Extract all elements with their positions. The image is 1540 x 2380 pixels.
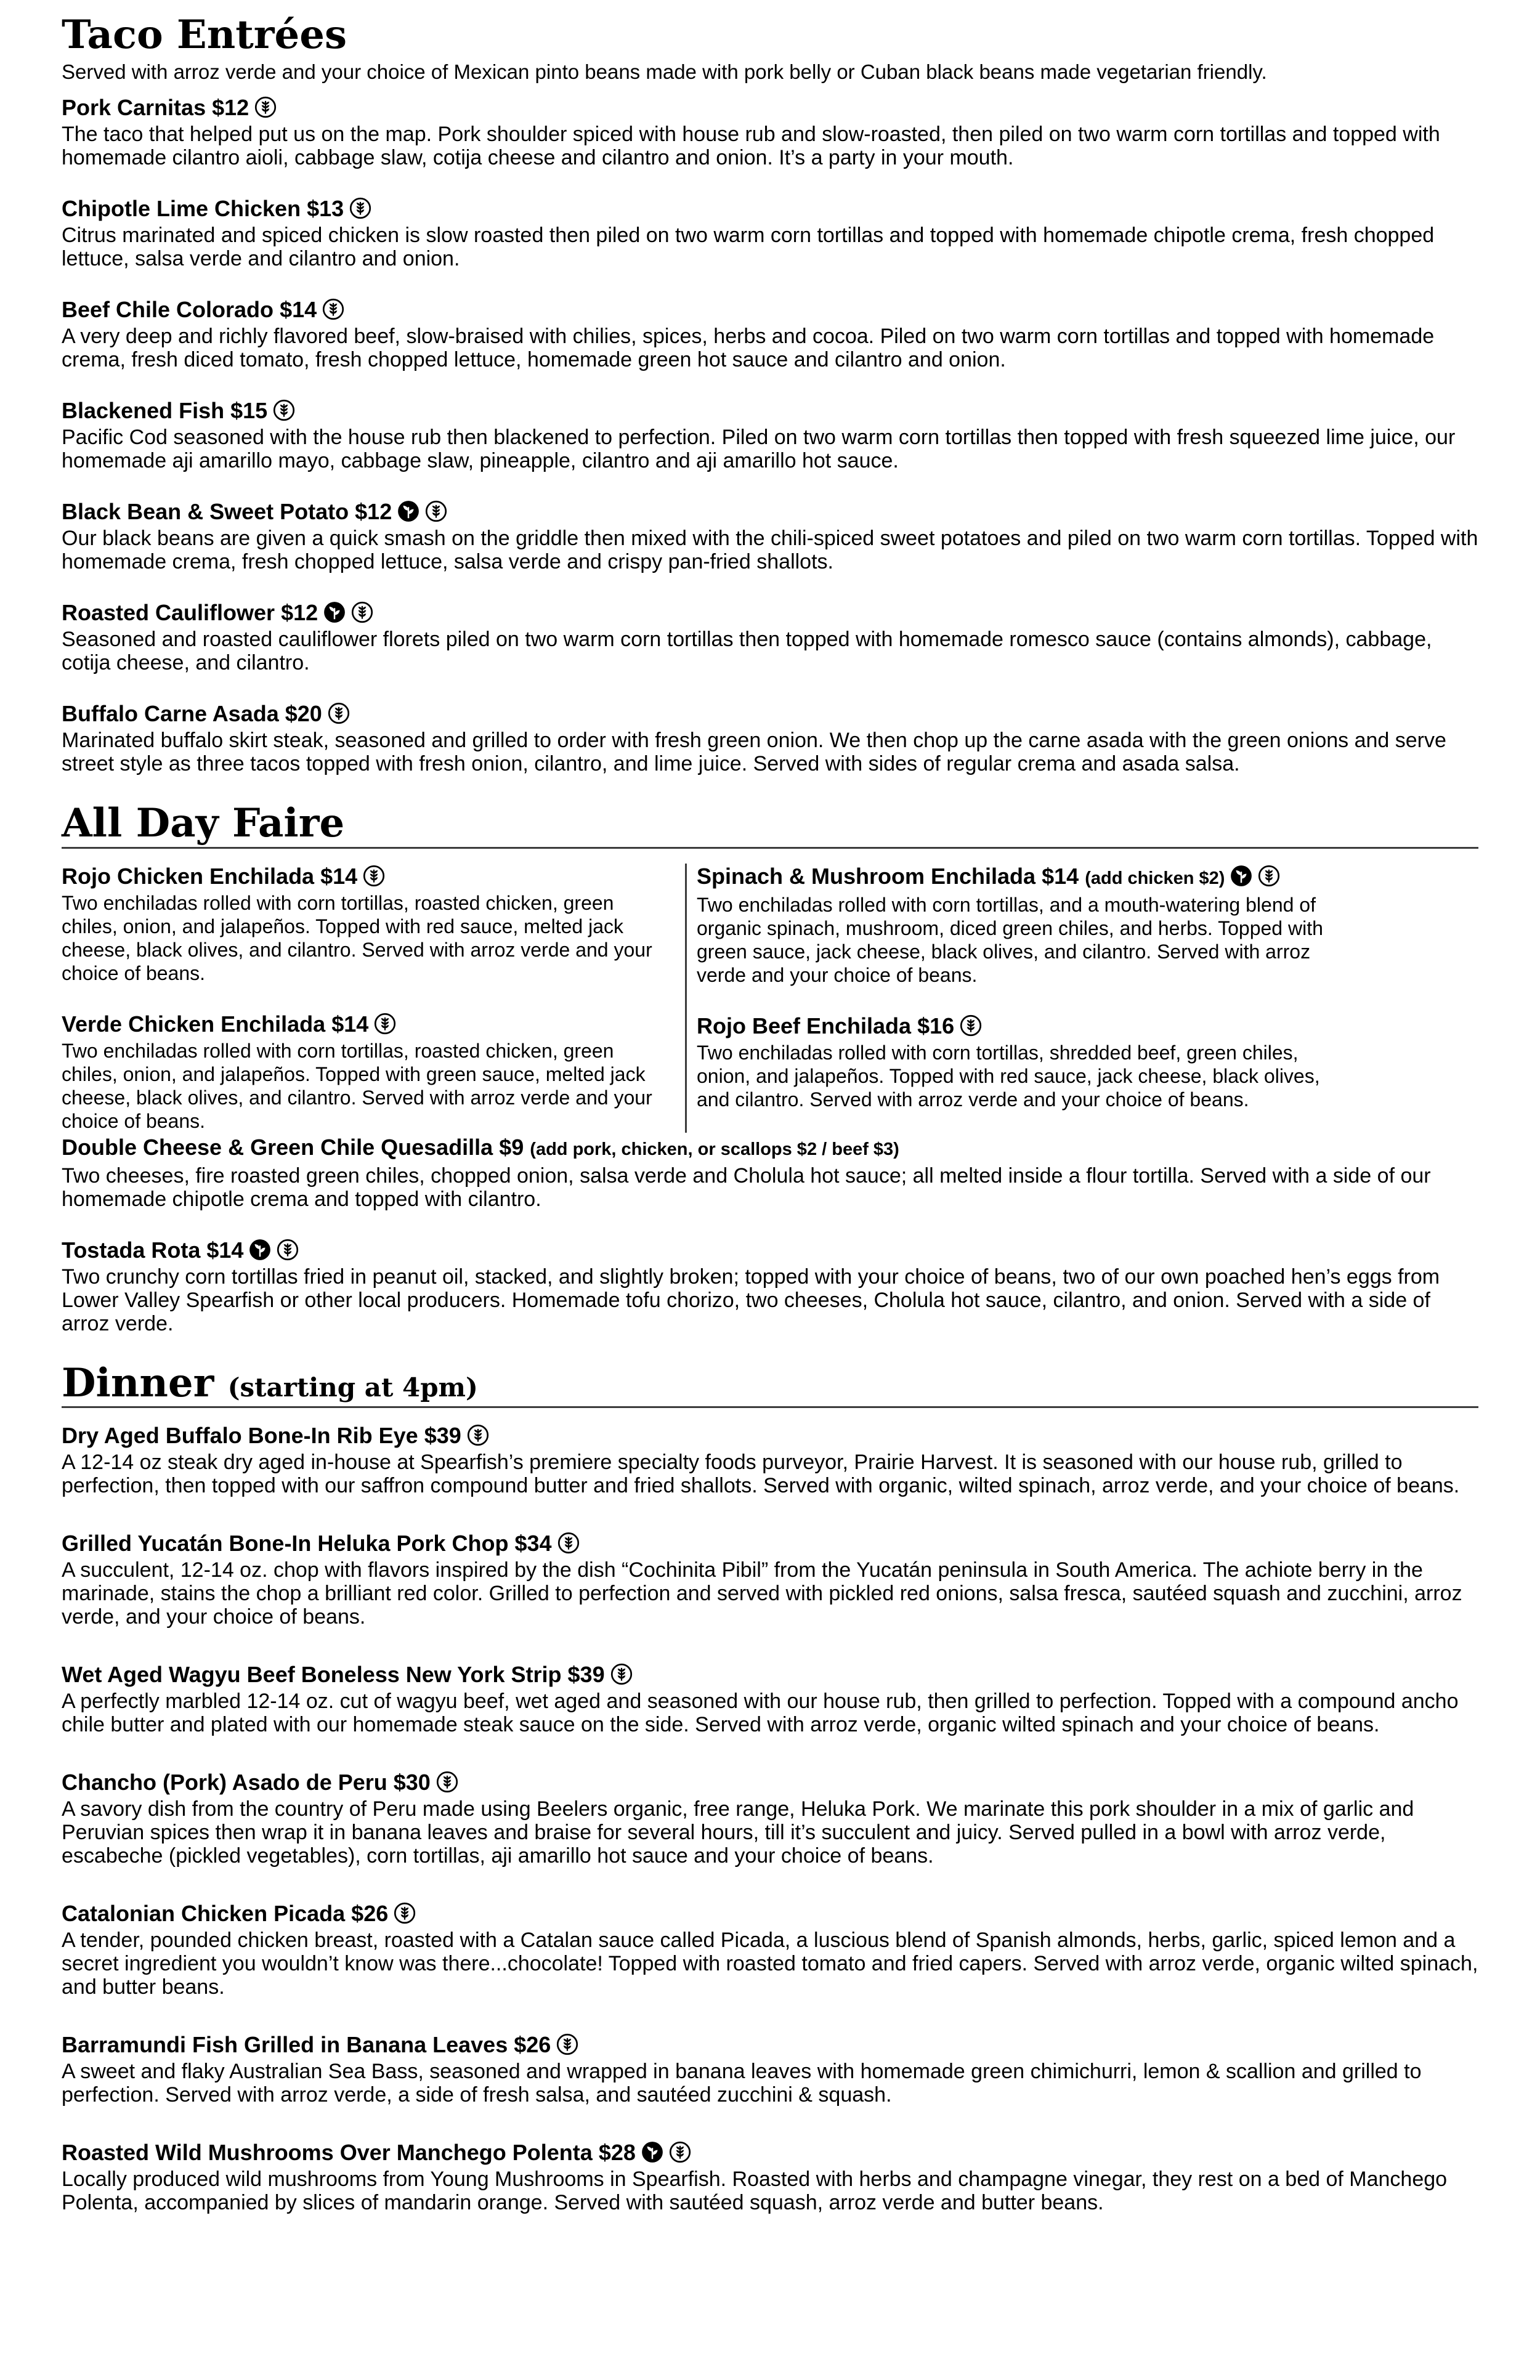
item-price: $12 (212, 95, 249, 121)
menu-item-title (62, 1237, 1478, 1263)
gluten-free-icon (322, 298, 344, 320)
item-name: Verde Chicken Enchilada (62, 1011, 326, 1037)
menu-item-title (697, 1013, 1478, 1039)
item-name: Wet Aged Wagyu Beef Boneless New York Strip (62, 1662, 562, 1688)
item-price: $16 (917, 1013, 955, 1038)
item-description: Two crunchy corn tortillas fried in peanut oil, stacked, and slightly broken; topped with your choice of beans, two of our own poached hen’s eggs from Lower Valley Spearfish or other local producers. Homemade tofu chorizo, two cheeses, Cholula hot sauce, cilantro, and onion. Served with a side of arroz verde. (62, 1265, 1440, 1335)
menu-item-title (62, 701, 1478, 727)
item-price: $39 (567, 1662, 605, 1688)
gluten-free-icon (556, 2033, 578, 2055)
menu-item-title (697, 864, 1478, 891)
gluten-free-icon (610, 1663, 633, 1685)
item-price: $26 (351, 1901, 389, 1927)
item-name: Grilled Yucatán Bone-In Heluka Pork Chop (62, 1531, 509, 1556)
dinner-items (62, 1423, 1478, 2214)
menu-item-title (62, 398, 1478, 424)
dinner-title-suffix: (starting at 4pm) (227, 1372, 478, 1402)
item-description: Seasoned and roasted cauliflower florets piled on two warm corn tortillas then topped with homemade romesco sauce (contains almonds), cabbage, cotija cheese, and cilantro. (62, 628, 1432, 675)
menu-item-title (62, 1423, 1478, 1449)
item-description: Our black beans are given a quick smash on the griddle then mixed with the chili-spiced sweet potatoes and piled on two warm corn tortillas. Topped with homemade crema, fresh chopped lettuce, salsa verde and crispy pan-fried shallots. (62, 527, 1478, 574)
item-price: $26 (514, 2032, 551, 2058)
item-description: Locally produced wild mushrooms from Young Mushrooms in Spearfish. Roasted with herbs and champagne vinegar, they rest on a bed of Manchego Polenta, accompanied by slices of mandarin orange. Served with sautéed squash, arroz verde and butter beans. (62, 2168, 1448, 2215)
gluten-free-icon (394, 1902, 416, 1924)
item-description: A 12-14 oz steak dry aged in-house at Spearfish’s premiere specialty foods purveyor, Prairie Harvest. It is seasoned with our house rub, grilled to perfection, then topped with our saffron compound butter and fried shallots. Served with organic, wilted spinach, arroz verde, and your choice of beans. (62, 1451, 1460, 1498)
vegan-icon (641, 2141, 663, 2163)
menu-item (62, 1531, 1478, 1629)
gluten-free-icon (254, 96, 277, 118)
menu-item (62, 2140, 1478, 2214)
item-description: A perfectly marbled 12-14 oz. cut of wagyu beef, wet aged and seasoned with our house rub, then grilled to perfection. Topped with a compound ancho chile butter and plated with our homemade steak sauce on the side. Served with arroz verde, organic wilted spinach and your choice of beans. (62, 1690, 1459, 1737)
menu-item-title (62, 297, 1478, 323)
menu-item-title (62, 1662, 1478, 1688)
dinner-title-text: Dinner (62, 1359, 214, 1406)
item-name: Rojo Chicken Enchilada (62, 863, 315, 889)
section-dinner (62, 1359, 1478, 2215)
menu-item-title (62, 1770, 1478, 1795)
vegan-icon (323, 601, 346, 623)
item-name: Tostada Rota (62, 1237, 201, 1263)
item-description: A very deep and richly flavored beef, slow-braised with chilies, spices, herbs and cocoa. Piled on two warm corn tortillas and topped with homemade crema, fresh diced tomato, fresh chopped lettuce, homemade green hot sauce and cilantro and onion. (62, 325, 1435, 372)
gluten-free-icon (277, 1239, 299, 1261)
menu-item-title (62, 196, 1478, 222)
item-description: Citrus marinated and spiced chicken is slow roasted then piled on two warm corn tortillas and topped with homemade chipotle crema, fresh chopped lettuce, salsa verde and cilantro and onion. (62, 224, 1435, 271)
gluten-free-icon (557, 1532, 580, 1554)
item-name: Beef Chile Colorado (62, 297, 274, 323)
item-name: Dry Aged Buffalo Bone-In Rib Eye (62, 1423, 418, 1449)
gluten-free-icon (436, 1771, 458, 1793)
item-description: Two cheeses, fire roasted green chiles, chopped onion, salsa verde and Cholula hot sauce; all melted inside a flour tortilla. Served with a side of our homemade chipotle crema and topped with cilantro. (62, 1164, 1431, 1211)
item-price: $12 (355, 499, 392, 525)
menu-item (62, 701, 1478, 775)
item-description: Two enchiladas rolled with corn tortillas, roasted chicken, green chiles, onion, and jalapeños. Topped with red sauce, melted jack cheese, black olives, and cilantro. Served with arroz verde and your choice of beans. (62, 891, 652, 984)
item-name: Rojo Beef Enchilada (697, 1013, 912, 1038)
enchilada-columns (62, 864, 1478, 1133)
menu-item (62, 1770, 1478, 1868)
vegan-icon (397, 500, 419, 522)
item-description: Pacific Cod seasoned with the house rub then blackened to perfection. Piled on two warm corn tortillas then topped with fresh squeezed lime juice, our homemade aji amarillo mayo, cabbage slaw, pineapple, cilantro and aji amarillo hot sauce. (62, 426, 1456, 473)
menu-item (62, 1237, 1478, 1335)
item-description: A savory dish from the country of Peru made using Beelers organic, free range, Heluka Pork. We marinate this pork shoulder in a mix of garlic and Peruvian spices then wrap it in banana leaves and braise for several hours, till it’s succulent and juicy. Served pulled in a bowl with arroz verde, escabeche (pickled vegetables), corn tortillas, aji amarillo hot sauce and your choice of beans. (62, 1797, 1414, 1868)
gluten-free-icon (425, 500, 447, 522)
menu-item-title (62, 1901, 1478, 1927)
item-name: Buffalo Carne Asada (62, 701, 279, 727)
menu-item (62, 398, 1478, 472)
menu-item-title (62, 499, 1478, 525)
taco-entrees-subtitle: Served with arroz verde and your choice of Mexican pinto beans made with pork belly or Cuban black beans made vegetarian friendly. (62, 60, 1267, 84)
menu-item (62, 1135, 1478, 1211)
item-price: $39 (424, 1423, 461, 1449)
item-name: Pork Carnitas (62, 95, 206, 121)
menu-item (62, 1901, 1478, 1999)
all-day-faire-title: All Day Faire (62, 802, 1478, 848)
vegan-icon (249, 1239, 271, 1261)
enchilada-column-right (685, 864, 1478, 1133)
menu-item (697, 1013, 1478, 1111)
section-all-day-faire (62, 802, 1478, 1335)
item-name: Chancho (Pork) Asado de Peru (62, 1770, 387, 1795)
menu-item (62, 95, 1478, 169)
menu-item-title (62, 2032, 1478, 2058)
menu-item (62, 1423, 1478, 1497)
item-price: $30 (393, 1770, 431, 1795)
menu-item (62, 1011, 673, 1133)
item-description: Two enchiladas rolled with corn tortillas, roasted chicken, green chiles, onion, and jalapeños. Topped with green sauce, melted jack cheese, black olives, and cilantro. Served with arroz verde and your choice of beans. (62, 1039, 652, 1132)
gluten-free-icon (960, 1014, 982, 1037)
item-price: $20 (285, 701, 322, 727)
menu-item-title (62, 95, 1478, 121)
gluten-free-icon (363, 865, 385, 887)
item-price: $9 (499, 1134, 524, 1160)
gluten-free-icon (1258, 865, 1280, 887)
menu-item (62, 499, 1478, 573)
item-name: Barramundi Fish Grilled in Banana Leaves (62, 2032, 508, 2058)
item-description: The taco that helped put us on the map. Pork shoulder spiced with house rub and slow-roasted, then piled on two warm corn tortillas and topped with homemade cilantro aioli, cabbage slaw, cotija cheese and cilantro and onion. It’s a party in your mouth. (62, 123, 1440, 170)
item-name: Chipotle Lime Chicken (62, 196, 301, 222)
enchilada-column-left (62, 864, 685, 1133)
all-day-faire-items (62, 1135, 1478, 1335)
taco-entrees-items (62, 95, 1478, 775)
menu-item (62, 2032, 1478, 2107)
gluten-free-icon (273, 399, 295, 421)
menu-item (62, 1662, 1478, 1736)
item-price: $14 (1042, 863, 1079, 889)
item-description: A succulent, 12-14 oz. chop with flavors inspired by the dish “Cochinita Pibil” from the Yucatán peninsula in South America. The achiote berry in the marinade, stains the chop a brilliant red color. Grilled to perfection and served with pickled red onions, salsa fresca, sautéed squash and zucchini, arroz verde, and your choice of beans. (62, 1558, 1462, 1629)
item-note: (add chicken $2) (1085, 868, 1225, 888)
item-price: $14 (206, 1237, 244, 1263)
menu-item (62, 600, 1478, 674)
gluten-free-icon (374, 1013, 396, 1035)
item-price: $34 (514, 1531, 552, 1556)
menu-item-title (62, 2140, 1478, 2166)
gluten-free-icon (351, 601, 373, 623)
menu-item-title (62, 864, 673, 889)
item-name: Roasted Cauliflower (62, 600, 275, 626)
vegan-icon (1230, 865, 1252, 887)
item-description: A tender, pounded chicken breast, roasted with a Catalan sauce called Picada, a luscious blend of Spanish almonds, herbs, garlic, spiced lemon and a secret ingredient you wouldn’t know was there...chocolate! Topped with roasted tomato and fried capers. Served with arroz verde, organic wilted spinach, and butter beans. (62, 1929, 1478, 1999)
item-price: $12 (281, 600, 318, 626)
taco-entrees-title: Taco Entrées (62, 12, 347, 58)
item-name: Black Bean & Sweet Potato (62, 499, 349, 525)
item-name: Double Cheese & Green Chile Quesadilla (62, 1134, 493, 1160)
menu-item-title (62, 1531, 1478, 1556)
menu-item (62, 196, 1478, 270)
gluten-free-icon (669, 2141, 691, 2163)
item-price: $13 (307, 196, 344, 222)
item-description: Marinated buffalo skirt steak, seasoned and grilled to order with fresh green onion. We then chop up the carne asada with the green onions and serve street style as three tacos topped with fresh onion, cilantro, and lime juice. Served with sides of regular crema and asada salsa. (62, 729, 1446, 776)
gluten-free-icon (467, 1424, 489, 1446)
item-name: Roasted Wild Mushrooms Over Manchego Polenta (62, 2140, 593, 2166)
item-price: $14 (331, 1011, 369, 1037)
menu-item-title (62, 600, 1478, 626)
item-price: $14 (280, 297, 317, 323)
item-name: Blackened Fish (62, 398, 225, 424)
item-price: $28 (598, 2140, 636, 2166)
item-description: Two enchiladas rolled with corn tortillas, shredded beef, green chiles, onion, and jalapeños. Topped with red sauce, jack cheese, black olives, and cilantro. Served with arroz verde and your choice of beans. (697, 1041, 1320, 1111)
gluten-free-icon (349, 197, 371, 219)
menu-item-title (62, 1135, 1478, 1162)
menu-item (62, 297, 1478, 371)
item-description: A sweet and flaky Australian Sea Bass, seasoned and wrapped in banana leaves with homemade green chimichurri, lemon & scallion and grilled to perfection. Served with arroz verde, a side of fresh salsa, and sautéed zucchini & squash. (62, 2060, 1422, 2107)
gluten-free-icon (328, 702, 350, 724)
menu-item (62, 864, 673, 985)
dinner-title (62, 1359, 1478, 1408)
section-taco-entrees (62, 14, 1478, 775)
item-name: Catalonian Chicken Picada (62, 1901, 346, 1927)
menu-item-title (62, 1011, 673, 1037)
menu-item (697, 864, 1478, 987)
item-name: Spinach & Mushroom Enchilada (697, 863, 1036, 889)
item-price: $14 (320, 863, 358, 889)
item-note: (add pork, chicken, or scallops $2 / beef $3) (530, 1139, 899, 1159)
item-description: Two enchiladas rolled with corn tortillas, and a mouth-watering blend of organic spinach, mushroom, diced green chiles, and herbs. Topped with green sauce, jack cheese, black olives, and cilantro. Served with arroz verde and your choice of beans. (697, 893, 1323, 986)
item-price: $15 (230, 398, 268, 424)
